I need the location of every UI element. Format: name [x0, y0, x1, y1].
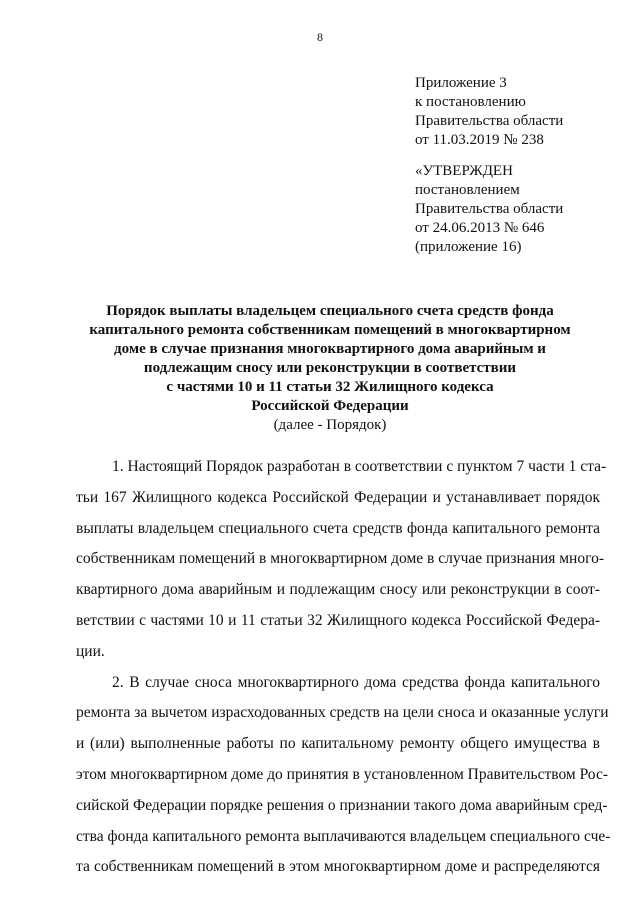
paragraph-line: 1. Настоящий Порядок разработан в соответствии с пунктом 7 части 1 ста- — [112, 458, 607, 475]
annex-line: Правительства области — [415, 113, 564, 129]
paragraph-line: 2. В случае сноса многоквартирного дома средства фонда капитального — [112, 673, 600, 691]
title-line: Порядок выплаты владельцем специального счета средств фонда — [106, 303, 554, 319]
paragraph-line: та собственникам помещений в этом многоквартирном доме и распределяются — [76, 858, 600, 876]
paragraph-line: сийской Федерации порядке решения о признании такого дома аварийным сред- — [76, 796, 608, 814]
annex-line: Приложение 3 — [415, 75, 507, 91]
title-line: доме в случае признания многоквартирного дома аварийным и — [114, 341, 546, 357]
paragraph-line: ветствии с частями 10 и 11 статьи 32 Жилищного кодекса Российской Федера- — [76, 611, 600, 629]
paragraph-line: тьи 167 Жилищного кодекса Российской Федерации и устанавливает порядок — [76, 488, 600, 506]
paragraph-line: собственникам помещений в многоквартирном доме в случае признания много- — [76, 550, 604, 568]
paragraph-line: ции. — [76, 642, 105, 660]
title-line: подлежащим сносу или реконструкции в соответствии — [143, 360, 517, 376]
paragraph-line: этом многоквартирном доме до принятия в установленном Правительством Рос- — [76, 765, 608, 783]
document-body — [76, 452, 611, 883]
document-title — [80, 302, 580, 435]
paragraph-line: ства фонда капитального ремонта выплачиваются владельцем специального сче- — [76, 827, 611, 845]
paragraph-1 — [76, 452, 607, 668]
approval-line: «УТВЕРЖДЕН — [415, 163, 513, 179]
approval-line: постановлением — [415, 182, 520, 198]
annex-header — [415, 74, 630, 150]
approval-line: Правительства области — [415, 201, 564, 217]
page-number: 8 — [317, 30, 323, 44]
paragraph-line: и (или) выполненные работы по капитальному ремонту общего имущества в — [76, 735, 600, 753]
paragraph-line: выплаты владельцем специального счета средств фонда капитального ремонта — [76, 519, 600, 537]
approval-line: (приложение 16) — [415, 239, 522, 255]
approval-line: от 24.06.2013 № 646 — [415, 220, 545, 236]
approval-stamp — [415, 162, 630, 257]
annex-line: к постановлению — [415, 94, 526, 110]
paragraph-line: ремонта за вычетом израсходованных средств на цели сноса и оказанные услуги — [76, 704, 609, 722]
paragraph-2 — [76, 668, 611, 884]
title-line: с частями 10 и 11 статьи 32 Жилищного кодекса — [166, 379, 494, 395]
title-subtitle: (далее - Порядок) — [273, 417, 387, 433]
title-line: капитального ремонта собственникам помещений в многоквартирном — [89, 322, 571, 338]
title-line: Российской Федерации — [251, 398, 409, 414]
paragraph-line: квартирного дома аварийным и подлежащим сносу или реконструкции в соот- — [76, 581, 600, 599]
annex-line: от 11.03.2019 № 238 — [415, 132, 544, 148]
